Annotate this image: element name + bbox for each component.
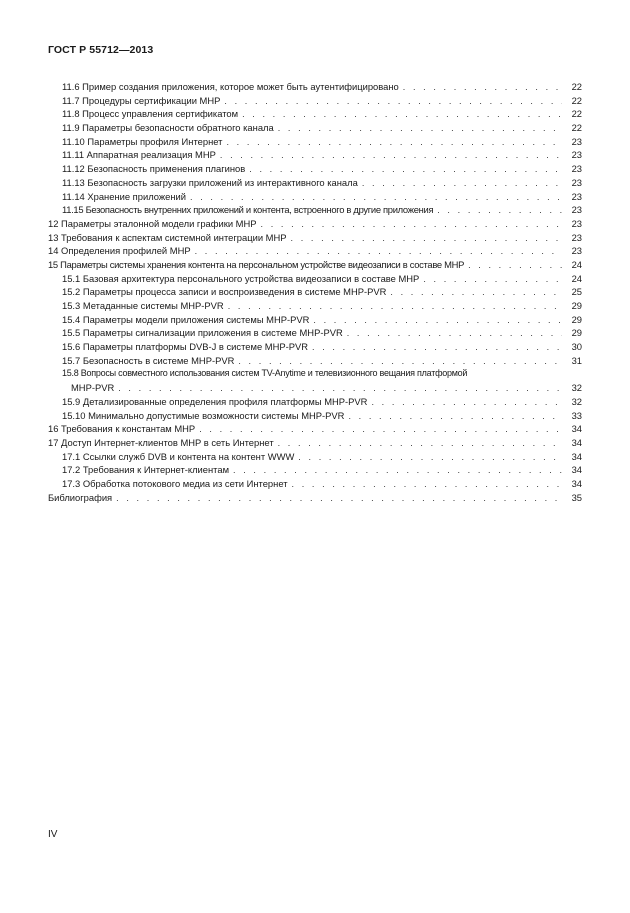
toc-entry-page: 29 <box>571 300 582 311</box>
leader-dots <box>362 177 562 191</box>
toc-entry <box>48 326 582 340</box>
toc-entry-page: 32 <box>571 395 582 407</box>
leader-dots <box>238 355 562 369</box>
toc-entry <box>48 176 582 190</box>
toc-entry-page: 24 <box>571 272 582 284</box>
leader-dots <box>116 492 562 506</box>
toc-entry-title: 15.9 Детализированные определения профиля платформы MHP-PVR <box>62 395 368 407</box>
toc-entry-page: 34 <box>571 436 582 448</box>
leader-dots <box>468 259 562 273</box>
toc-entry-page: 22 <box>571 94 582 106</box>
leader-dots <box>298 451 562 465</box>
toc-entry <box>48 491 582 505</box>
toc-entry <box>48 231 582 245</box>
toc-entry-page: 22 <box>571 108 582 120</box>
leader-dots <box>249 163 562 177</box>
leader-dots <box>292 478 562 492</box>
toc-entry <box>48 107 582 121</box>
leader-dots <box>291 232 562 246</box>
toc-entry-page: 30 <box>571 341 582 353</box>
toc-entry-page: 23 <box>571 217 582 229</box>
leader-dots <box>437 204 562 218</box>
toc-entry <box>48 203 582 217</box>
leader-dots <box>195 245 562 259</box>
leader-dots <box>390 286 562 300</box>
document-header: ГОСТ Р 55712—2013 <box>48 44 154 56</box>
leader-dots <box>348 410 562 424</box>
toc-entry <box>48 285 582 299</box>
leader-dots <box>423 273 562 287</box>
toc-entry-page: 23 <box>571 204 582 216</box>
toc-entry-title: 15.7 Безопасность в системе MHP-PVR <box>62 354 235 366</box>
toc-entry-page: 29 <box>571 327 582 339</box>
toc-entry-title: 15.4 Параметры модели приложения системы MHP-PVR <box>62 313 310 325</box>
leader-dots <box>278 437 562 451</box>
toc-entry-page: 22 <box>571 81 582 92</box>
toc-entry-page: 34 <box>571 477 582 489</box>
toc-entry <box>48 80 582 94</box>
toc-entry-title: 11.10 Параметры профиля Интернет <box>62 135 223 147</box>
toc-entry-page: 23 <box>571 245 582 257</box>
toc-entry-title: 15.5 Параметры сигнализации приложения в системе MHP-PVR <box>62 327 343 339</box>
toc-entry-title: 11.15 Безопасность внутренних приложений и контента, встроенного в другие приложения <box>62 204 434 216</box>
toc-entry-title: 17.3 Обработка потокового медиа из сети Интернет <box>62 477 288 489</box>
toc-entry <box>48 477 582 491</box>
toc-entry-page: 23 <box>571 231 582 243</box>
toc-entry <box>48 258 582 272</box>
toc-entry-page: 25 <box>571 286 582 298</box>
toc-entry <box>48 450 582 464</box>
toc-entry-page: 34 <box>571 423 582 435</box>
table-of-contents <box>48 80 582 504</box>
toc-entry-title: 11.8 Процесс управления сертификатом <box>62 108 239 120</box>
toc-entry-title: 11.14 Хранение приложений <box>62 190 187 202</box>
toc-entry <box>48 299 582 313</box>
leader-dots <box>224 95 562 109</box>
toc-entry-title: 15.8 Вопросы совместного использования систем TV-Anytime и телевизионного вещания платформой <box>62 368 468 379</box>
leader-dots <box>199 423 562 437</box>
leader-dots <box>371 396 562 410</box>
toc-entry-title: Библиография <box>48 491 113 503</box>
leader-dots <box>242 108 562 122</box>
toc-entry <box>48 272 582 286</box>
leader-dots <box>313 314 562 328</box>
toc-entry <box>48 244 582 258</box>
toc-entry-title: 17 Доступ Интернет-клиентов MHP в сеть Интернет <box>48 436 274 448</box>
page-number: IV <box>48 829 58 840</box>
leader-dots <box>220 149 562 163</box>
toc-entry-title: 15.2 Параметры процесса записи и воспроизведения в системе MHP-PVR <box>62 286 387 298</box>
toc-entry-title: 15.10 Минимально допустимые возможности системы MHP-PVR <box>62 409 345 421</box>
toc-entry-title: 11.7 Процедуры сертификации MHP <box>62 94 221 106</box>
toc-entry <box>48 340 582 354</box>
toc-entry-page: 34 <box>571 450 582 462</box>
leader-dots <box>347 327 562 341</box>
toc-entry-page: 24 <box>571 258 582 270</box>
toc-entry <box>48 121 582 135</box>
toc-entry-title: 17.1 Ссылки служб DVB и контента на контент WWW <box>62 450 295 462</box>
toc-entry-title: 11.6 Пример создания приложения, которое может быть аутентифицировано <box>62 81 399 92</box>
toc-entry-title: 13 Требования к аспектам системной интеграции MHP <box>48 231 287 243</box>
toc-entry-page: 32 <box>571 382 582 394</box>
leader-dots <box>233 464 562 478</box>
toc-entry <box>48 367 582 394</box>
toc-entry <box>48 354 582 368</box>
toc-entry-page: 29 <box>571 313 582 325</box>
toc-entry-page: 22 <box>571 122 582 134</box>
toc-entry <box>48 217 582 231</box>
toc-entry-title-continued: MHP-PVR <box>71 382 115 394</box>
toc-entry <box>48 190 582 204</box>
toc-entry-title: 11.13 Безопасность загрузки приложений из интерактивного канала <box>62 176 358 188</box>
toc-entry-page: 33 <box>571 409 582 421</box>
leader-dots <box>226 136 562 150</box>
leader-dots <box>312 341 562 355</box>
leader-dots <box>190 191 562 205</box>
toc-entry-title: 15.3 Метаданные системы MHP-PVR <box>62 300 224 311</box>
toc-entry <box>48 436 582 450</box>
toc-entry-title: 11.9 Параметры безопасности обратного канала <box>62 122 274 134</box>
toc-entry <box>48 135 582 149</box>
toc-entry <box>48 395 582 409</box>
leader-dots <box>278 122 562 136</box>
leader-dots <box>261 218 562 232</box>
toc-entry-title: 11.12 Безопасность применения плагинов <box>62 163 246 175</box>
toc-entry <box>48 409 582 423</box>
toc-entry-title: 16 Требования к константам MHP <box>48 423 196 435</box>
leader-dots <box>403 81 562 95</box>
toc-entry-page: 23 <box>571 163 582 175</box>
toc-entry-page: 31 <box>571 354 582 366</box>
toc-entry <box>48 463 582 477</box>
toc-entry-page: 23 <box>571 149 582 161</box>
toc-entry-page: 23 <box>571 135 582 147</box>
toc-entry-title: 15 Параметры системы хранения контента на персональном устройстве видеозаписи в составе MHP <box>48 258 465 270</box>
leader-dots <box>228 300 562 314</box>
toc-entry-page: 34 <box>571 464 582 476</box>
toc-entry-title: 14 Определения профилей MHP <box>48 245 191 257</box>
toc-entry <box>48 162 582 176</box>
toc-entry-page: 35 <box>571 491 582 503</box>
toc-entry-title: 17.2 Требования к Интернет-клиентам <box>62 464 230 476</box>
toc-entry-title: 11.11 Аппаратная реализация MHP <box>62 149 216 161</box>
toc-entry <box>48 148 582 162</box>
leader-dots <box>118 382 562 396</box>
toc-entry <box>48 94 582 108</box>
toc-entry-title: 15.1 Базовая архитектура персонального устройства видеозаписи в составе MHP <box>62 272 420 284</box>
toc-entry-page: 23 <box>571 190 582 202</box>
toc-entry-title: 15.6 Параметры платформы DVB-J в системе MHP-PVR <box>62 341 308 353</box>
toc-entry-title: 12 Параметры эталонной модели графики MHP <box>48 217 257 229</box>
toc-entry <box>48 313 582 327</box>
toc-entry-page: 23 <box>571 176 582 188</box>
toc-entry <box>48 422 582 436</box>
